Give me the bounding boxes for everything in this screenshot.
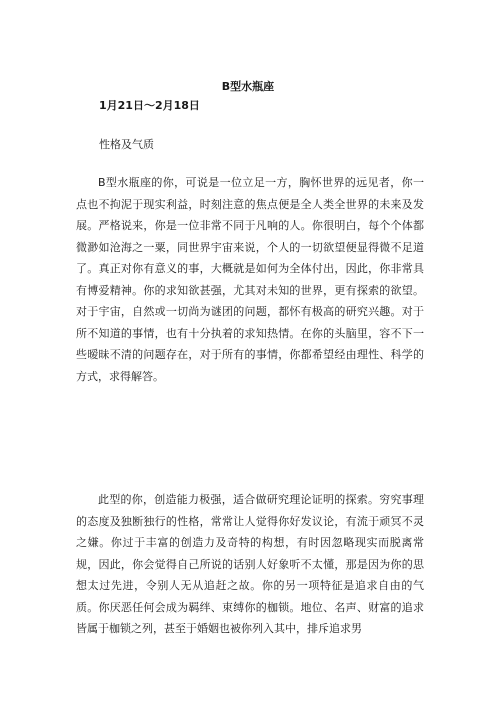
document-title: B型水瓶座	[221, 80, 275, 93]
paragraph-2: 此型的你，创造能力极强，适合做研究理论证明的探索。穷究事理的态度及独断独行的性格，常常让人觉得你好发议论，有流于顽冥不灵之嫌。你过于丰富的创造力及奇特的构想，有时因忽略现实而脱离常规，因此，你会觉得自己所说的话别人好象听不太懂，那是因为你的思想太过先进，令别人无从追赶之故。你的另一项特征是追求自由的气质。你厌恶任何会成为羁绊、束缚你的枷锁。地位、名声、财富的追求皆属于枷锁之列，甚至于婚姻也被你列入其中，排斥追求男	[76, 493, 424, 635]
date-range: 1月21日～2月18日	[99, 99, 200, 112]
section-heading: 性格及气质	[99, 138, 154, 151]
paragraph-1: B型水瓶座的你，可说是一位立足一方，胸怀世界的远见者，你一点也不拘泥于现实利益，时刻注意的焦点便是全人类全世界的未来及发展。严格说来，你是一位非常不同于凡响的人。你很明白，每个个体都微渺如沧海之一粟，同世界宇宙来说，个人的一切欲望便显得微不足道了。真正对你有意义的事，大概就是如何为全体付出，因此，你非常具有博爱精神。你的求知欲甚强，尤其对未知的世界，更有探索的欲望。对于宇宙，自然或一切尚为谜团的问题，都怀有极高的研究兴趣。对于所不知道的事情，也有十分执着的求知热情。在你的头脑里，容不下一些暧昧不清的问题存在，对于所有的事情，你都希望经由理性、科学的方式，求得解答。	[76, 176, 424, 383]
